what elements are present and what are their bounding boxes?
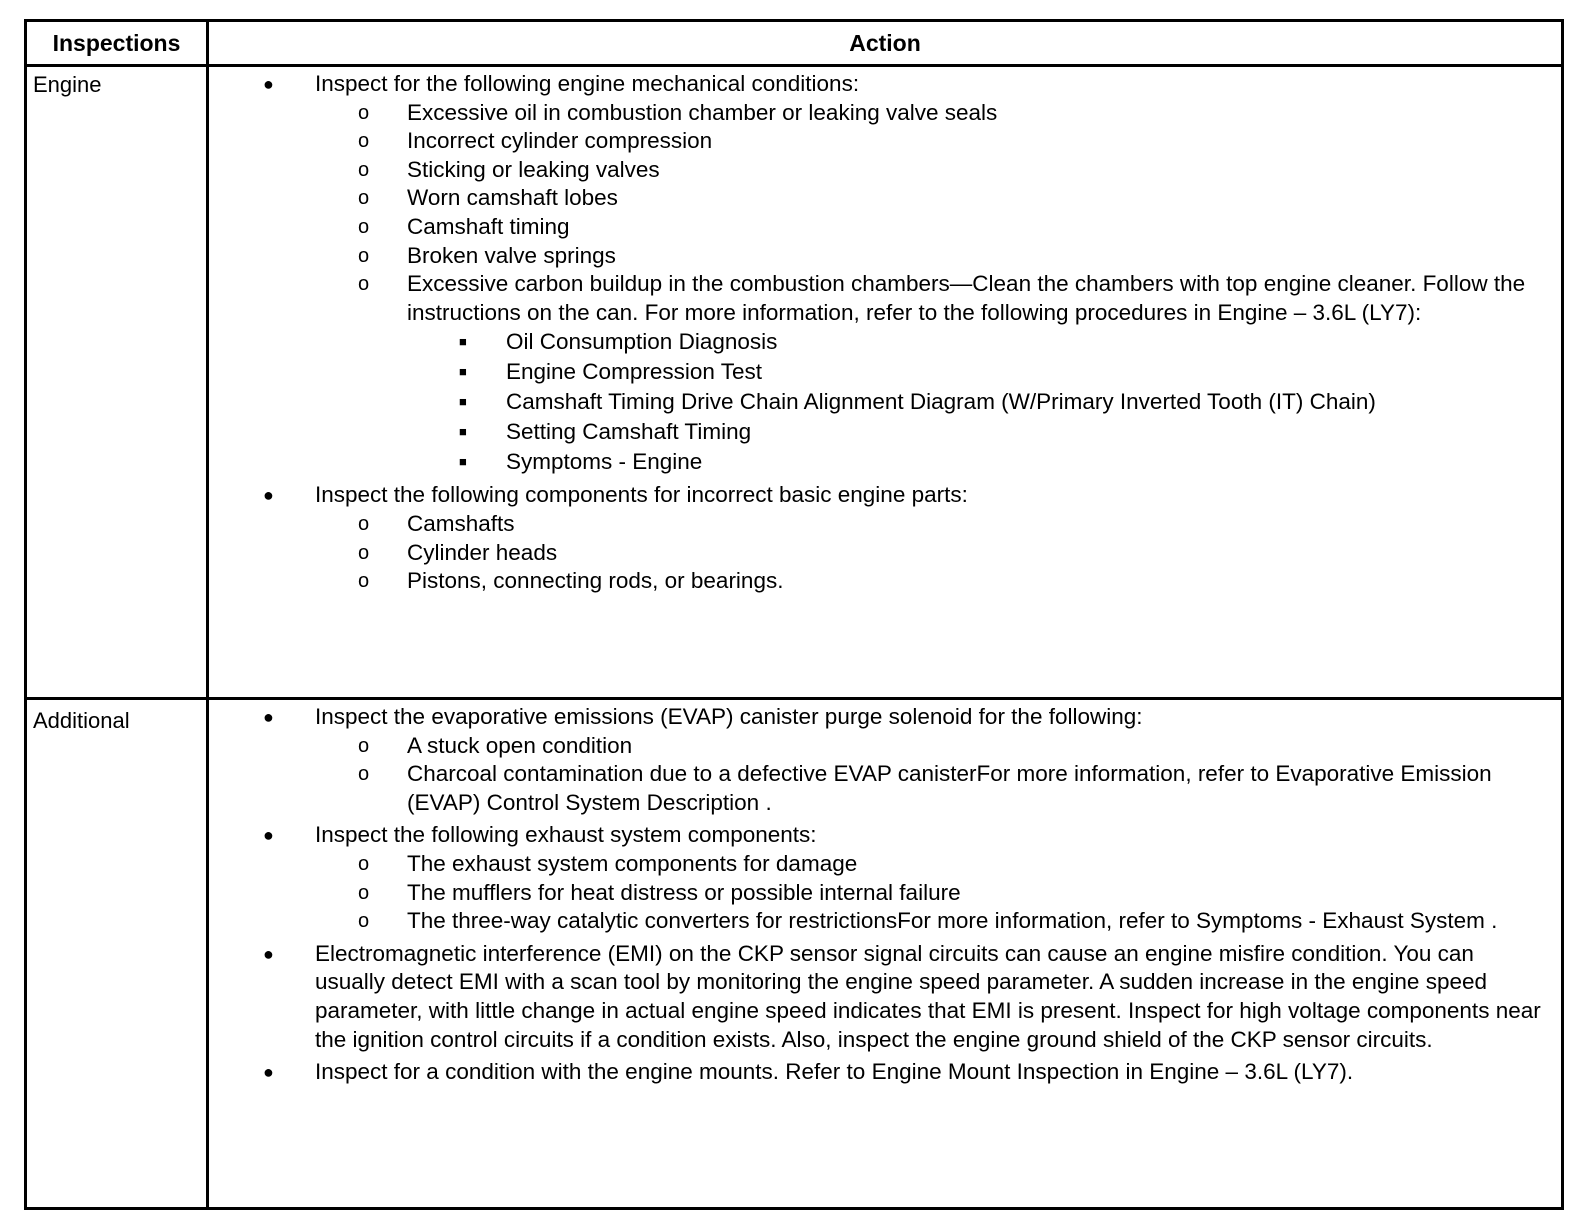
header-divider <box>27 64 1561 67</box>
sub-item <box>308 539 1547 568</box>
square-marker: ■ <box>459 394 467 410</box>
sub-marker: o <box>358 187 370 210</box>
sub-marker: o <box>358 244 370 267</box>
bullet-item <box>209 1058 1547 1087</box>
sub-text: Broken valve springs <box>407 242 616 268</box>
bullet-text: Electromagnetic interference (EMI) on the CKP sensor signal circuits can cause an engine misfire condition. You can usually detect EMI with a scan tool by monitoring the engine speed parameter. A sudden increase in the engine speed parameter, with little change in actual engine speed indicates that EMI is present. Inspect for high voltage components near the ignition control circuits if a condition exists. Also, inspect the engine ground shield of the CKP sensor circuits. <box>315 940 1541 1052</box>
sub-marker: o <box>358 158 370 181</box>
row-label-additional: Additional <box>33 708 130 733</box>
square-marker: ■ <box>459 454 467 470</box>
sub-marker: o <box>358 101 370 124</box>
sub-item <box>308 510 1547 539</box>
sub-marker: o <box>358 763 370 786</box>
square-marker: ■ <box>459 334 467 350</box>
bullet-text: Inspect for a condition with the engine mounts. Refer to Engine Mount Inspection in Engine – 3.6L (LY7). <box>315 1059 1354 1085</box>
bullet-marker: ● <box>263 825 274 846</box>
sub-text: Cylinder heads <box>407 539 558 565</box>
engine-actions <box>209 70 1561 596</box>
bullet-item <box>209 70 1547 477</box>
procedure-item <box>407 387 1547 417</box>
sub-text: The mufflers for heat distress or possible internal failure <box>407 879 961 905</box>
bullet-text: Inspect the following components for incorrect basic engine parts: <box>315 482 968 508</box>
sub-item <box>308 213 1547 242</box>
sub-text: Camshaft timing <box>407 213 570 239</box>
sub-marker: o <box>358 541 370 564</box>
sub-text: Incorrect cylinder compression <box>407 128 713 154</box>
bullet-item <box>209 481 1547 595</box>
sub-marker: o <box>358 570 370 593</box>
sub-list <box>358 732 1547 818</box>
header-inspections: Inspections <box>52 30 181 56</box>
additional-actions <box>209 703 1561 1087</box>
bullet-text: Inspect for the following engine mechanical conditions: <box>315 71 860 96</box>
sub-marker: o <box>358 273 370 296</box>
sub-marker: o <box>358 512 370 535</box>
bullet-text: Inspect the evaporative emissions (EVAP) canister purge solenoid for the following: <box>315 704 1143 729</box>
procedure-text: Symptoms - Engine <box>506 449 703 475</box>
sub-item <box>308 760 1547 817</box>
bullet-marker: ● <box>263 74 274 94</box>
sub-text: Pistons, connecting rods, or bearings. <box>407 568 784 594</box>
sub-item <box>308 156 1547 185</box>
bullet-item <box>209 703 1547 817</box>
sub-item <box>308 242 1547 271</box>
sub-text: Worn camshaft lobes <box>407 185 618 211</box>
sub-marker: o <box>358 734 370 757</box>
header-action: Action <box>849 30 921 56</box>
sub-marker: o <box>358 215 370 238</box>
procedure-item <box>407 417 1547 447</box>
sub-item <box>308 184 1547 213</box>
procedure-item <box>407 447 1547 477</box>
procedure-text: Camshaft Timing Drive Chain Alignment Diagram (W/Primary Inverted Tooth (IT) Chain) <box>506 389 1376 415</box>
bullet-marker: ● <box>263 1062 274 1083</box>
bullet-marker: ● <box>263 707 274 727</box>
sub-text: A stuck open condition <box>407 732 633 758</box>
procedure-list <box>459 327 1547 477</box>
square-marker: ■ <box>459 364 467 380</box>
sub-item <box>308 732 1547 761</box>
sub-item <box>308 850 1547 879</box>
sub-text: The three-way catalytic converters for restrictionsFor more information, refer to Symptoms - Exhaust System . <box>407 908 1498 934</box>
sub-marker: o <box>358 881 370 904</box>
square-marker: ■ <box>459 424 467 440</box>
sub-item <box>308 270 1547 477</box>
bullet-text: Inspect the following exhaust system components: <box>315 822 817 848</box>
sub-text: The exhaust system components for damage <box>407 850 858 876</box>
procedure-text: Setting Camshaft Timing <box>506 419 752 445</box>
procedure-item <box>407 327 1547 357</box>
sub-list <box>358 510 1547 596</box>
sub-item <box>308 879 1547 908</box>
sub-text: Excessive carbon buildup in the combustion chambers—Clean the chambers with top engine cleaner. Follow the instructions on the can. For more information, refer to the following procedures in Engine – 3.6L (LY7): <box>407 271 1526 325</box>
sub-marker: o <box>358 130 370 153</box>
row-divider <box>27 697 1561 700</box>
bullet-item <box>209 940 1547 1054</box>
sub-text: Sticking or leaking valves <box>407 156 660 182</box>
bullet-marker: ● <box>263 485 274 506</box>
inspection-table <box>24 19 1564 1210</box>
sub-marker: o <box>358 910 370 933</box>
bullet-list <box>209 703 1547 1087</box>
sub-text: Charcoal contamination due to a defective EVAP canisterFor more information, refer to Evaporative Emission (EVAP) Control System Description . <box>407 761 1492 815</box>
sub-item <box>308 567 1547 596</box>
procedure-item <box>407 357 1547 387</box>
sub-text: Camshafts <box>407 510 515 536</box>
sub-item <box>308 99 1547 128</box>
row-label-engine: Engine <box>33 72 102 97</box>
sub-item <box>308 907 1547 936</box>
sub-text: Excessive oil in combustion chamber or leaking valve seals <box>407 99 998 125</box>
bullet-list <box>209 70 1547 596</box>
procedure-text: Engine Compression Test <box>506 359 762 385</box>
sub-item <box>308 127 1547 156</box>
sub-marker: o <box>358 852 370 875</box>
sub-list <box>358 99 1547 478</box>
procedure-text: Oil Consumption Diagnosis <box>506 329 778 355</box>
sub-list <box>358 850 1547 936</box>
bullet-item <box>209 821 1547 935</box>
bullet-marker: ● <box>263 943 274 964</box>
